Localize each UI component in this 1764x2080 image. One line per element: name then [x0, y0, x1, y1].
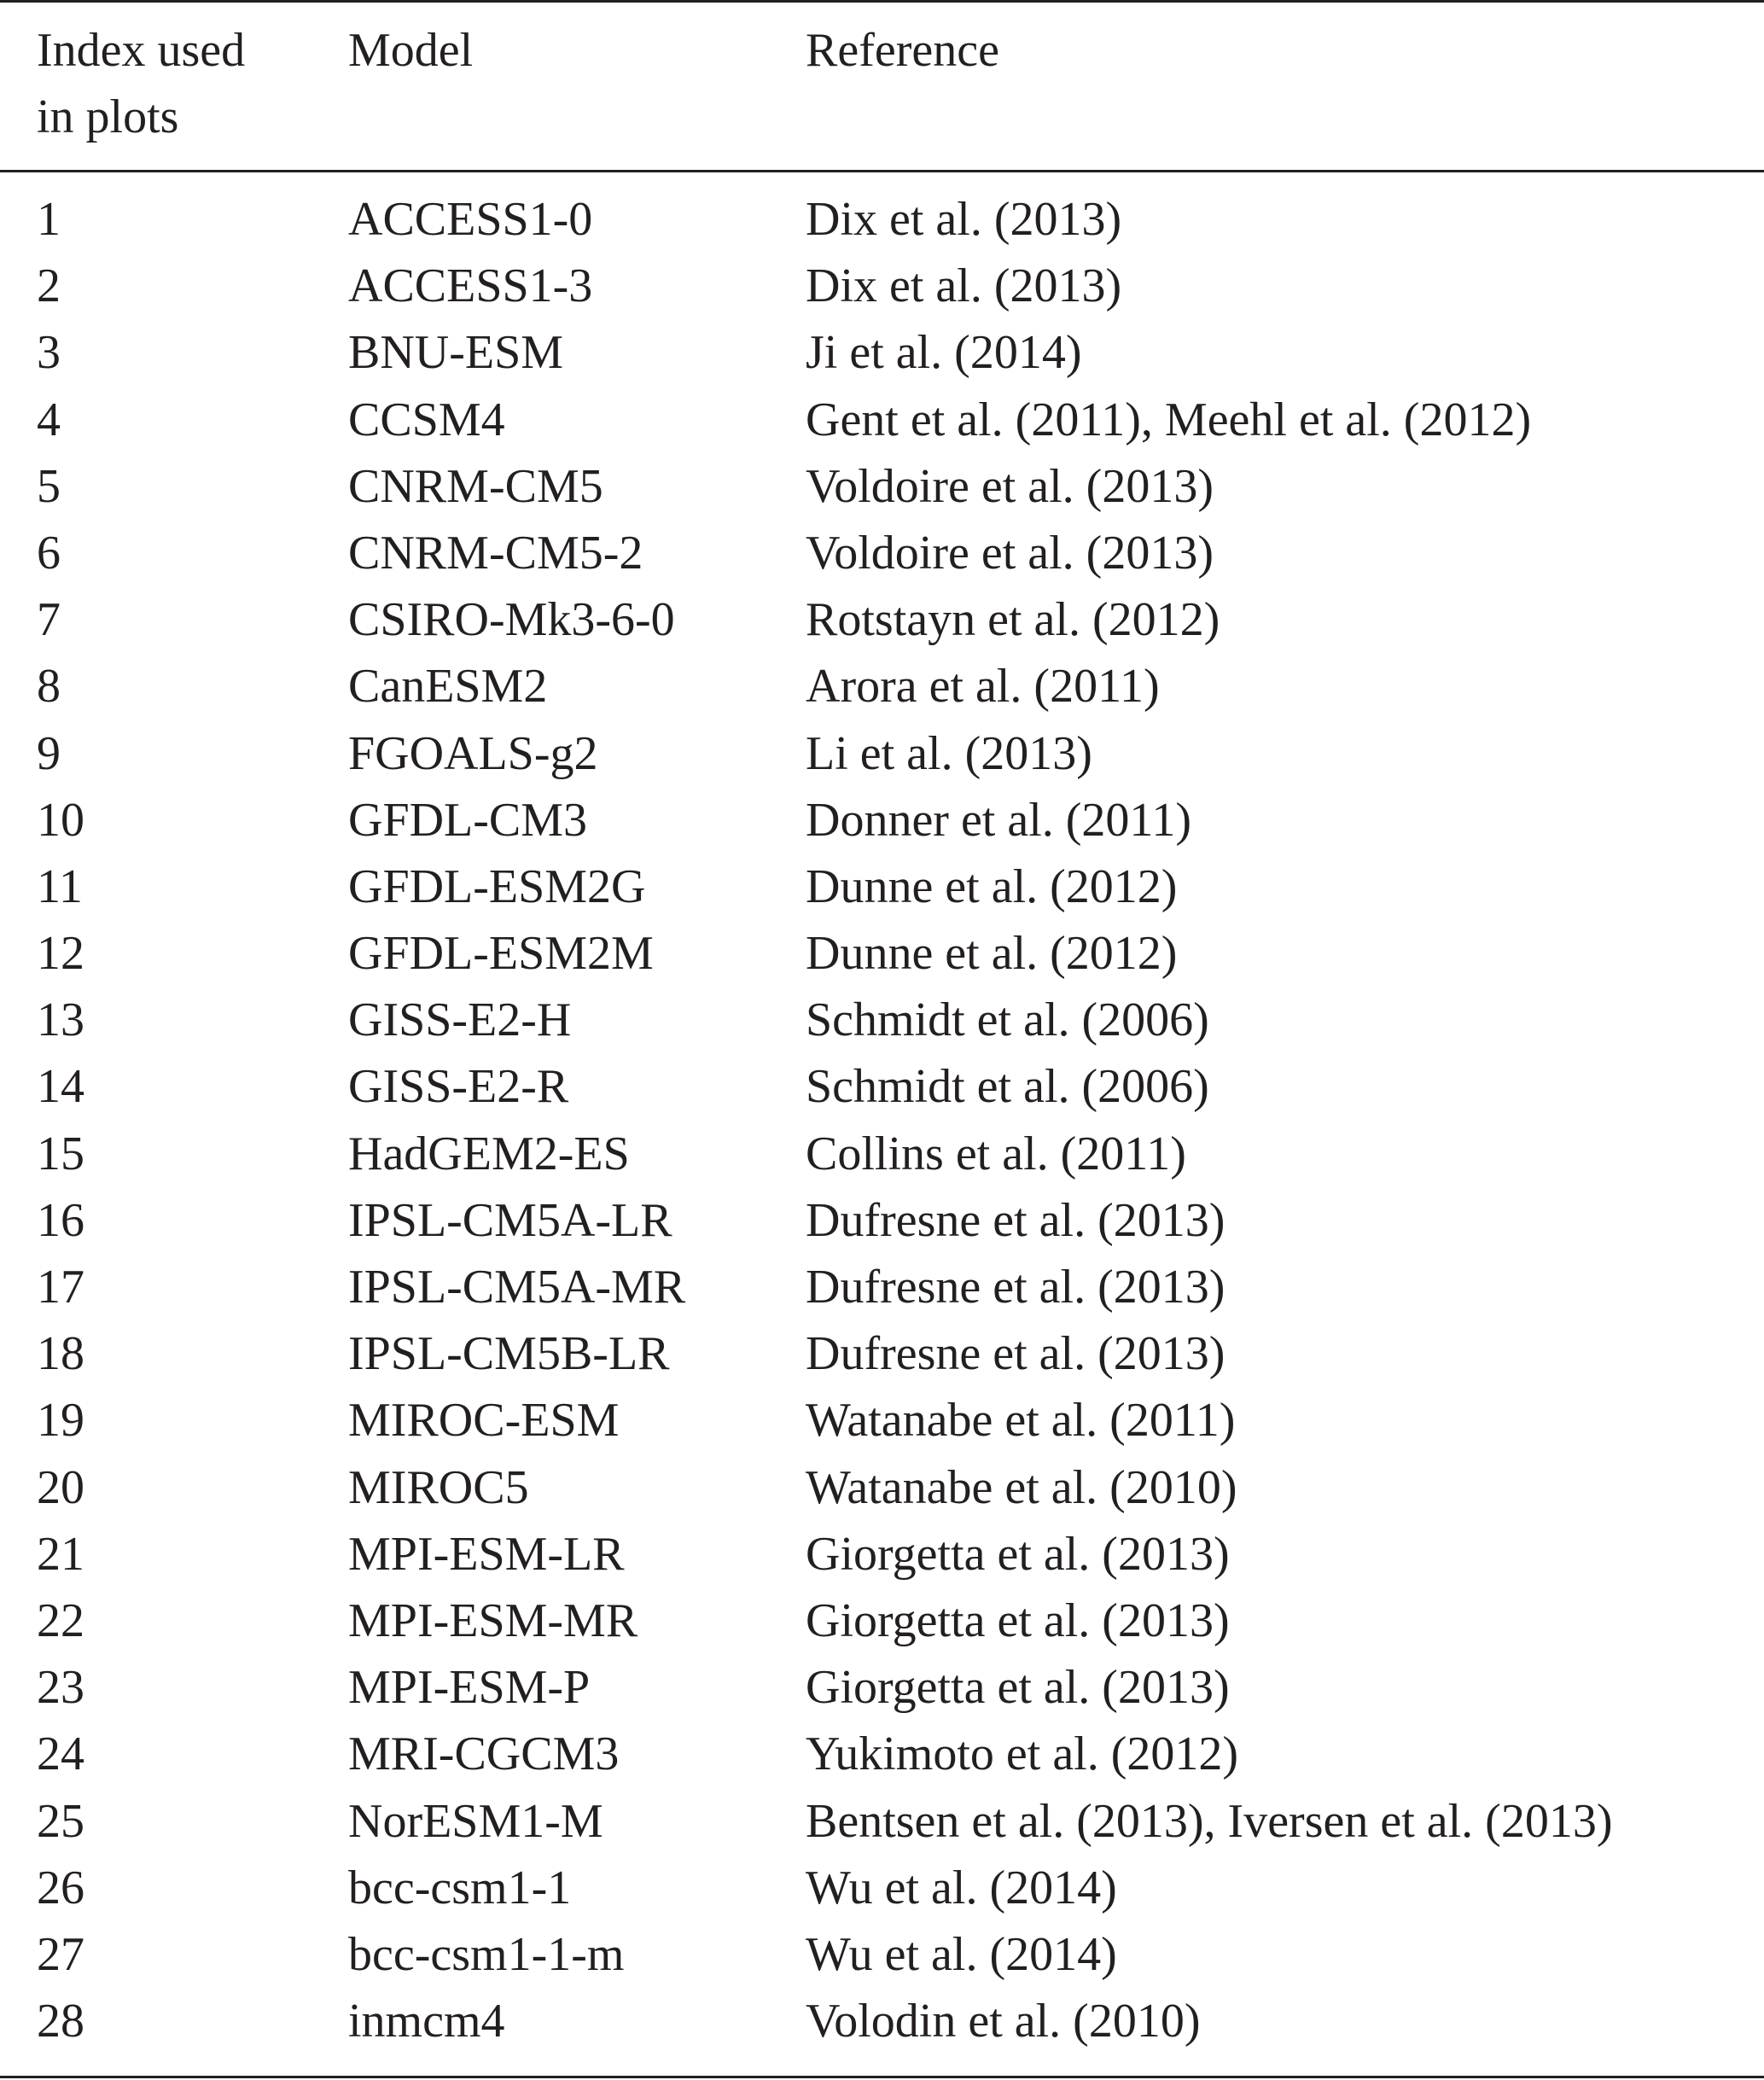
row-reference-cell: Gent et al. (2011), Meehl et al. (2012) [806, 393, 1532, 446]
table-row [0, 1788, 1764, 1855]
row-index-cell: 16 [37, 1193, 84, 1247]
row-model-cell: CNRM-CM5-2 [348, 526, 643, 580]
row-model-cell: NorESM1-M [348, 1794, 603, 1848]
row-index-cell: 18 [37, 1327, 84, 1381]
table-row [0, 1588, 1764, 1654]
row-reference-cell: Wu et al. (2014) [806, 1861, 1117, 1914]
row-index-cell: 12 [37, 927, 84, 981]
row-reference-cell: Li et al. (2013) [806, 726, 1092, 780]
row-model-cell: MRI-CGCM3 [348, 1728, 620, 1781]
row-reference-cell: Rotstayn et al. (2012) [806, 593, 1220, 647]
row-index-cell: 13 [37, 993, 84, 1047]
table-top-rule [0, 0, 1764, 3]
row-index-cell: 10 [37, 793, 84, 847]
table-bottom-rule [0, 2076, 1764, 2078]
row-index-cell: 11 [37, 859, 83, 913]
row-model-cell: IPSL-CM5A-LR [348, 1193, 672, 1247]
table-row [0, 586, 1764, 653]
table-row [0, 1921, 1764, 1988]
row-model-cell: BNU-ESM [348, 326, 564, 380]
row-reference-cell: Dix et al. (2013) [806, 259, 1122, 313]
table-row [0, 520, 1764, 586]
row-index-cell: 19 [37, 1394, 84, 1448]
row-model-cell: bcc-csm1-1-m [348, 1927, 625, 1981]
row-index-cell: 14 [37, 1060, 84, 1114]
row-reference-cell: Giorgetta et al. (2013) [806, 1594, 1230, 1647]
table-row [0, 453, 1764, 520]
table-row [0, 1721, 1764, 1787]
row-reference-cell: Donner et al. (2011) [806, 793, 1191, 847]
row-reference-cell: Dunne et al. (2012) [806, 927, 1178, 981]
row-reference-cell: Volodin et al. (2010) [806, 1995, 1201, 2048]
row-index-cell: 1 [37, 193, 61, 246]
table-row [0, 1454, 1764, 1521]
row-index-cell: 9 [37, 726, 61, 780]
row-index-cell: 4 [37, 393, 61, 446]
row-model-cell: MPI-ESM-LR [348, 1527, 625, 1581]
row-model-cell: MPI-ESM-P [348, 1661, 591, 1715]
row-reference-cell: Dufresne et al. (2013) [806, 1327, 1225, 1381]
table-body [0, 186, 1764, 2054]
table-row [0, 720, 1764, 787]
row-index-cell: 8 [37, 660, 61, 714]
table-row [0, 787, 1764, 854]
row-index-cell: 3 [37, 326, 61, 380]
row-index-cell: 21 [37, 1527, 84, 1581]
table-row [0, 1988, 1764, 2054]
table-row [0, 1654, 1764, 1721]
row-index-cell: 5 [37, 459, 61, 513]
table-row [0, 1187, 1764, 1254]
row-model-cell: GISS-E2-R [348, 1060, 569, 1114]
row-model-cell: GFDL-CM3 [348, 793, 588, 847]
table-row [0, 387, 1764, 453]
row-index-cell: 26 [37, 1861, 84, 1914]
row-reference-cell: Voldoire et al. (2013) [806, 526, 1214, 580]
row-model-cell: bcc-csm1-1 [348, 1861, 572, 1914]
row-reference-cell: Dix et al. (2013) [806, 193, 1122, 246]
table-header-rule [0, 170, 1764, 172]
row-index-cell: 25 [37, 1794, 84, 1848]
row-model-cell: MIROC-ESM [348, 1394, 620, 1448]
row-index-cell: 28 [37, 1995, 84, 2048]
row-model-cell: MIROC5 [348, 1460, 529, 1514]
row-reference-cell: Ji et al. (2014) [806, 326, 1082, 380]
table-row [0, 1053, 1764, 1120]
table-row [0, 1121, 1764, 1187]
row-model-cell: GFDL-ESM2M [348, 927, 654, 981]
header-reference: Reference [806, 24, 999, 77]
row-index-cell: 20 [37, 1460, 84, 1514]
row-index-cell: 17 [37, 1261, 84, 1314]
table-row [0, 1855, 1764, 1921]
row-reference-cell: Arora et al. (2011) [806, 660, 1160, 714]
row-model-cell: IPSL-CM5A-MR [348, 1261, 686, 1314]
row-reference-cell: Voldoire et al. (2013) [806, 459, 1214, 513]
row-reference-cell: Dufresne et al. (2013) [806, 1261, 1225, 1314]
header-index [37, 17, 245, 150]
table-row [0, 854, 1764, 920]
row-reference-cell: Watanabe et al. (2011) [806, 1394, 1236, 1448]
row-model-cell: GFDL-ESM2G [348, 859, 646, 913]
row-index-cell: 7 [37, 593, 61, 647]
table-row [0, 1521, 1764, 1588]
row-reference-cell: Dufresne et al. (2013) [806, 1193, 1225, 1247]
row-model-cell: HadGEM2-ES [348, 1127, 630, 1180]
row-model-cell: MPI-ESM-MR [348, 1594, 638, 1647]
row-index-cell: 15 [37, 1127, 84, 1180]
row-reference-cell: Wu et al. (2014) [806, 1927, 1117, 1981]
row-reference-cell: Watanabe et al. (2010) [806, 1460, 1237, 1514]
row-index-cell: 6 [37, 526, 61, 580]
row-model-cell: ACCESS1-0 [348, 193, 593, 246]
table-row [0, 319, 1764, 386]
row-index-cell: 27 [37, 1927, 84, 1981]
row-model-cell: CNRM-CM5 [348, 459, 603, 513]
row-index-cell: 24 [37, 1728, 84, 1781]
header-index-line2: in plots [37, 90, 179, 143]
header-index-line1: Index used [37, 24, 246, 77]
row-reference-cell: Giorgetta et al. (2013) [806, 1527, 1230, 1581]
table-row [0, 1320, 1764, 1387]
table-row [0, 1387, 1764, 1454]
row-reference-cell: Yukimoto et al. (2012) [806, 1728, 1239, 1781]
row-index-cell: 22 [37, 1594, 84, 1647]
table-row [0, 653, 1764, 720]
row-model-cell: CSIRO-Mk3-6-0 [348, 593, 675, 647]
row-model-cell: IPSL-CM5B-LR [348, 1327, 670, 1381]
row-reference-cell: Bentsen et al. (2013), Iversen et al. (2013) [806, 1794, 1613, 1848]
table-row [0, 186, 1764, 253]
row-model-cell: FGOALS-g2 [348, 726, 598, 780]
row-reference-cell: Schmidt et al. (2006) [806, 993, 1209, 1047]
row-model-cell: CCSM4 [348, 393, 505, 446]
table-row [0, 1254, 1764, 1320]
row-model-cell: inmcm4 [348, 1995, 505, 2048]
row-reference-cell: Schmidt et al. (2006) [806, 1060, 1209, 1114]
table-row [0, 253, 1764, 319]
row-reference-cell: Giorgetta et al. (2013) [806, 1661, 1230, 1715]
row-reference-cell: Dunne et al. (2012) [806, 859, 1178, 913]
table-row [0, 920, 1764, 987]
row-model-cell: CanESM2 [348, 660, 548, 714]
row-reference-cell: Collins et al. (2011) [806, 1127, 1186, 1180]
row-model-cell: GISS-E2-H [348, 993, 572, 1047]
table-row [0, 987, 1764, 1053]
row-model-cell: ACCESS1-3 [348, 259, 593, 313]
header-model: Model [348, 24, 474, 77]
row-index-cell: 23 [37, 1661, 84, 1715]
row-index-cell: 2 [37, 259, 61, 313]
